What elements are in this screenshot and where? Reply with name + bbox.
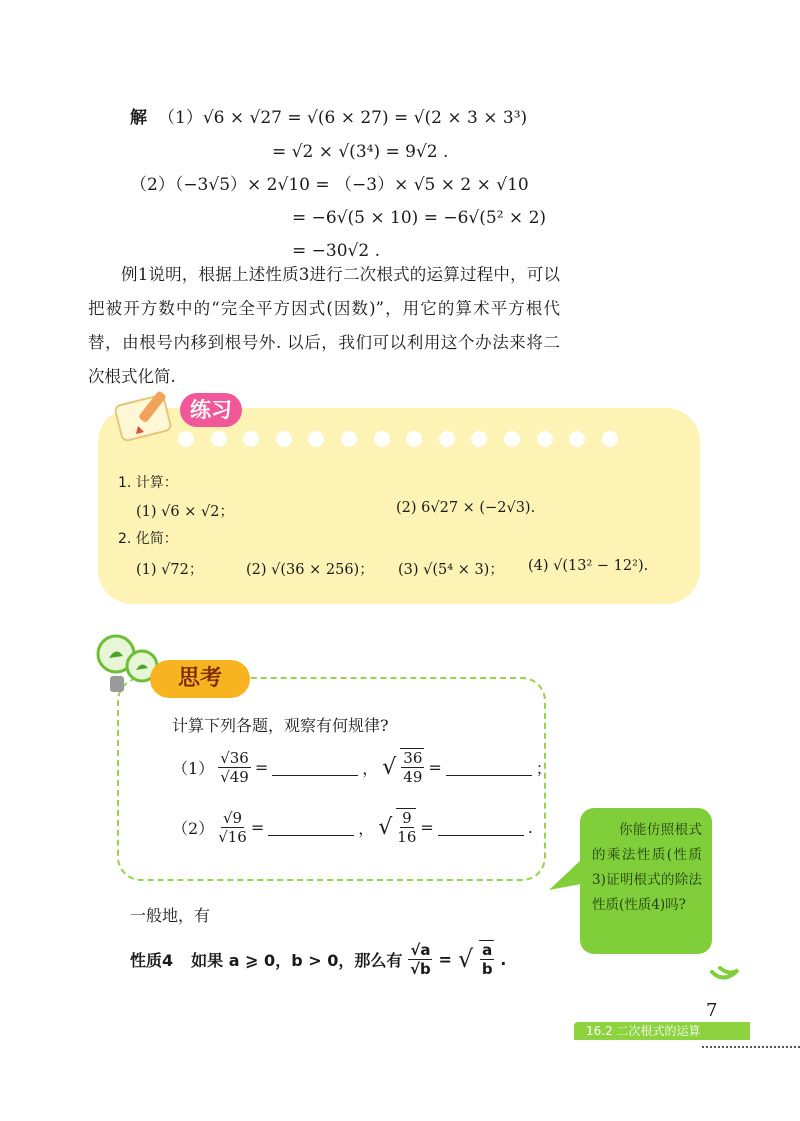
general-statement: 一般地，有 — [130, 906, 211, 925]
fraction-denominator: √b — [410, 959, 431, 978]
side-note-text: 你能仿照根式的乘法性质(性质3)证明根式的除法性质(性质4)吗? — [592, 822, 702, 913]
semicolon: ； — [535, 758, 552, 778]
think-label: 思考 — [150, 660, 250, 698]
solution-label: 解 — [130, 108, 147, 128]
exercise-q2-d: (4) √(13² − 12²). — [528, 558, 649, 574]
property-4 — [130, 940, 506, 978]
exercise-q2-c: (3) √(5⁴ × 3)； — [398, 562, 504, 578]
equals-sign: = — [250, 817, 265, 837]
think-prompt: 计算下列各题，观察有何规律? — [172, 716, 389, 735]
think-row-1-fraction-a — [218, 749, 251, 786]
property-fraction-left — [408, 941, 432, 978]
answer-blank[interactable] — [438, 819, 524, 836]
exercise-badge: 练习 — [180, 393, 242, 427]
page-number: 7 — [706, 1000, 718, 1021]
lightbulb-icon — [94, 632, 160, 702]
sqrt-sign: √ — [378, 814, 393, 840]
think-row-1-fraction-b — [400, 748, 424, 786]
comma: ， — [358, 818, 375, 838]
exercise-q1-heading: 1. 计算： — [118, 475, 178, 491]
exercise-q2-b: (2) √(36 × 256)； — [246, 562, 374, 578]
equals-sign: = — [438, 949, 452, 969]
property-text: 如果 a ⩾ 0，b > 0，那么有 — [191, 950, 403, 970]
solution-line-2: = √2 × √(3⁴) = 9√2 . — [272, 142, 449, 162]
fraction-numerator: a — [482, 941, 493, 959]
solution-line-3: （2）（−3√5）× 2√10 = （−3）× √5 × 2 × √10 — [130, 175, 529, 195]
exercise-q1-b: (2) 6√27 × (−2√3). — [396, 500, 536, 516]
fraction-denominator: √49 — [220, 767, 249, 786]
fraction-denominator: 16 — [397, 828, 417, 846]
exercise-q2-heading: 2. 化简： — [118, 531, 178, 547]
fraction-numerator: 36 — [403, 749, 423, 767]
exercise-q1-a: (1) √6 × √2； — [136, 504, 234, 520]
comma: ， — [362, 758, 379, 778]
solution-line-5: = −30√2 . — [292, 241, 380, 261]
period: . — [500, 949, 507, 969]
solution-line-1: （1）√6 × √27 = √(6 × 27) = √(2 × 3 × 3³) — [158, 108, 528, 128]
think-row-1-index: （1） — [172, 758, 215, 778]
property-label: 性质4 — [130, 950, 174, 970]
answer-blank[interactable] — [272, 759, 358, 776]
fraction-denominator: b — [481, 960, 493, 978]
equals-sign: = — [254, 757, 269, 777]
fraction-denominator: 49 — [403, 768, 423, 786]
fraction-numerator: √9 — [222, 808, 243, 827]
fraction-numerator: √36 — [220, 748, 249, 767]
speech-tail-icon — [545, 856, 585, 896]
sqrt-sign: √ — [457, 945, 474, 973]
footer-dotted-line — [702, 1046, 800, 1048]
think-row-2-fraction-a — [218, 809, 247, 846]
think-row-2-index: （2） — [172, 818, 215, 838]
swirl-icon — [708, 950, 742, 984]
footer-section-bar: 16.2 二次根式的运算 — [574, 1022, 750, 1040]
sqrt-sign: √ — [382, 754, 397, 780]
think-row-2 — [172, 808, 533, 846]
answer-blank[interactable] — [446, 759, 532, 776]
fraction-numerator: √a — [410, 940, 431, 959]
fraction-numerator: 9 — [402, 809, 412, 827]
property-fraction-right — [479, 940, 494, 978]
exercise-q2-a: (1) √72； — [136, 562, 204, 578]
decorative-dots — [178, 431, 648, 447]
solution-line-4: = −6√(5 × 10) = −6√(5² × 2) — [292, 208, 547, 228]
equals-sign: = — [428, 757, 442, 777]
explanation-paragraph: 例1说明，根据上述性质3进行二次根式的运算过程中，可以把被开方数中的“完全平方因式(因数)”，用它的算术平方根代替，由根号内移到根号外. 以后，我们可以利用这个办法来将二次根式化简. — [88, 265, 560, 386]
pencil-paper-icon — [108, 386, 188, 446]
period: . — [527, 817, 533, 837]
think-row-1 — [172, 748, 552, 786]
equals-sign: = — [420, 817, 434, 837]
fraction-denominator: √16 — [218, 827, 247, 846]
answer-blank[interactable] — [268, 819, 354, 836]
think-row-2-fraction-b — [396, 808, 416, 846]
